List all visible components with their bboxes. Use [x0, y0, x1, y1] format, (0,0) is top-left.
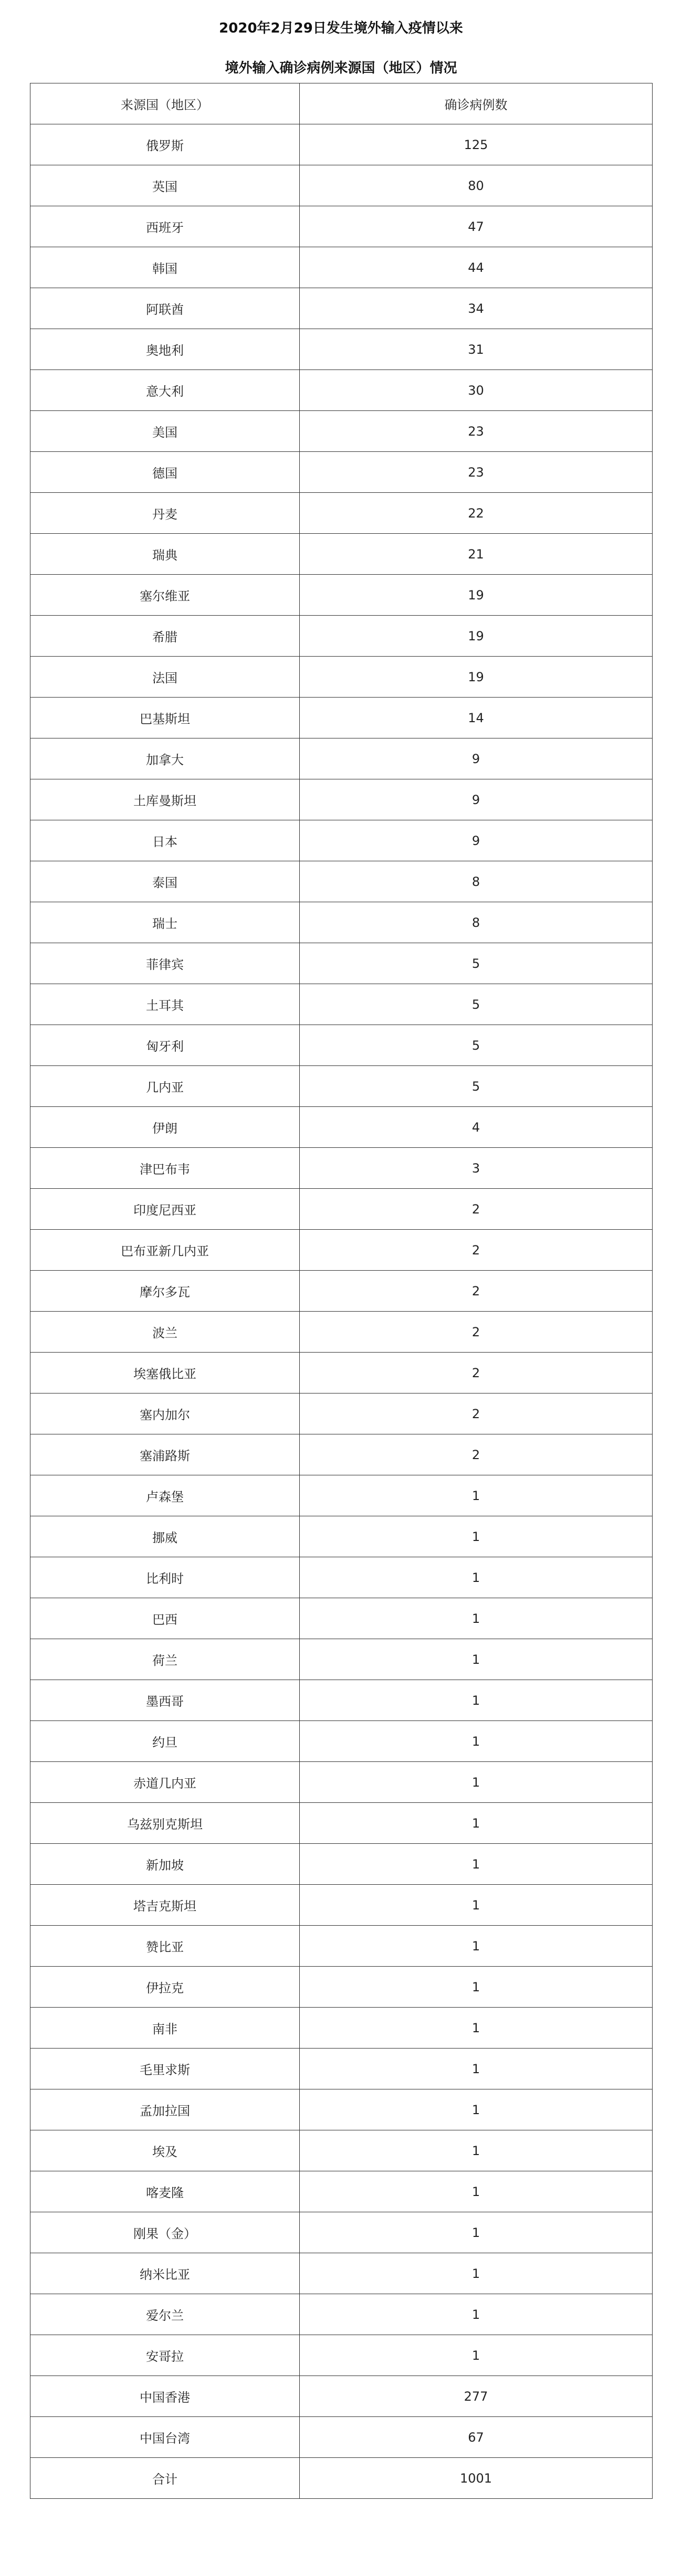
- case-count-cell: 1: [300, 1844, 653, 1885]
- table-row: [30, 2008, 653, 2049]
- table-row: [30, 616, 653, 657]
- case-count-cell: 5: [300, 1066, 653, 1107]
- country-cell: 塞内加尔: [30, 1393, 300, 1434]
- case-count-cell: 9: [300, 820, 653, 861]
- column-header-cases: 确诊病例数: [300, 83, 653, 124]
- table-row: [30, 1189, 653, 1230]
- table-row: [30, 1598, 653, 1639]
- country-cell: 奥地利: [30, 329, 300, 370]
- country-cell: 刚果（金）: [30, 2212, 300, 2253]
- table-row: [30, 575, 653, 616]
- table-row: [30, 370, 653, 411]
- country-cell: 瑞典: [30, 534, 300, 575]
- country-cell: 卢森堡: [30, 1475, 300, 1516]
- country-cell: 德国: [30, 452, 300, 493]
- country-cell: 安哥拉: [30, 2335, 300, 2376]
- case-count-cell: 5: [300, 984, 653, 1025]
- case-count-cell: 1: [300, 1598, 653, 1639]
- table-row: [30, 493, 653, 534]
- case-count-cell: 8: [300, 902, 653, 943]
- country-cell: 英国: [30, 165, 300, 206]
- table-row: [30, 1639, 653, 1680]
- country-cell: 合计: [30, 2458, 300, 2499]
- country-cell: 波兰: [30, 1312, 300, 1353]
- table-row: [30, 1353, 653, 1393]
- case-count-cell: 9: [300, 779, 653, 820]
- country-cell: 几内亚: [30, 1066, 300, 1107]
- country-cell: 希腊: [30, 616, 300, 657]
- case-count-cell: 1: [300, 1803, 653, 1844]
- table-row: [30, 165, 653, 206]
- country-cell: 荷兰: [30, 1639, 300, 1680]
- table-row: [30, 984, 653, 1025]
- case-count-cell: 1: [300, 2008, 653, 2049]
- country-cell: 日本: [30, 820, 300, 861]
- case-count-cell: 30: [300, 370, 653, 411]
- country-cell: 埃及: [30, 2130, 300, 2171]
- table-row: [30, 861, 653, 902]
- country-cell: 纳米比亚: [30, 2253, 300, 2294]
- case-count-cell: 22: [300, 493, 653, 534]
- case-count-cell: 31: [300, 329, 653, 370]
- table-row: [30, 657, 653, 698]
- country-cell: 阿联酋: [30, 288, 300, 329]
- country-cell: 巴基斯坦: [30, 698, 300, 738]
- case-count-cell: 23: [300, 452, 653, 493]
- country-cell: 丹麦: [30, 493, 300, 534]
- case-count-cell: 1: [300, 1926, 653, 1967]
- table-row: [30, 2130, 653, 2171]
- table-row: [30, 1844, 653, 1885]
- case-count-cell: 1: [300, 2130, 653, 2171]
- country-cell: 埃塞俄比亚: [30, 1353, 300, 1393]
- table-row: [30, 1762, 653, 1803]
- table-row: [30, 1680, 653, 1721]
- case-count-cell: 1: [300, 2089, 653, 2130]
- country-cell: 挪威: [30, 1516, 300, 1557]
- country-cell: 巴西: [30, 1598, 300, 1639]
- country-cell: 西班牙: [30, 206, 300, 247]
- table-row: [30, 1721, 653, 1762]
- table-row: [30, 1025, 653, 1066]
- country-cell: 伊拉克: [30, 1967, 300, 2008]
- column-header-country: 来源国（地区）: [30, 83, 300, 124]
- case-count-cell: 2: [300, 1189, 653, 1230]
- table-row: [30, 1516, 653, 1557]
- case-count-cell: 9: [300, 738, 653, 779]
- country-cell: 约旦: [30, 1721, 300, 1762]
- table-row: [30, 1885, 653, 1926]
- table-row: [30, 1475, 653, 1516]
- case-count-cell: 1: [300, 1516, 653, 1557]
- country-cell: 喀麦隆: [30, 2171, 300, 2212]
- country-cell: 韩国: [30, 247, 300, 288]
- table-row: [30, 1393, 653, 1434]
- case-count-cell: 125: [300, 124, 653, 165]
- table-row: [30, 288, 653, 329]
- case-count-cell: 34: [300, 288, 653, 329]
- table-row: [30, 534, 653, 575]
- table-row: [30, 452, 653, 493]
- case-count-cell: 2: [300, 1230, 653, 1271]
- country-cell: 乌兹别克斯坦: [30, 1803, 300, 1844]
- table-row: [30, 1312, 653, 1353]
- table-row: [30, 1434, 653, 1475]
- country-cell: 匈牙利: [30, 1025, 300, 1066]
- table-row: [30, 943, 653, 984]
- country-cell: 加拿大: [30, 738, 300, 779]
- country-cell: 摩尔多瓦: [30, 1271, 300, 1312]
- case-count-cell: 2: [300, 1353, 653, 1393]
- table-row: [30, 2335, 653, 2376]
- case-count-cell: 1: [300, 2294, 653, 2335]
- case-count-cell: 1: [300, 1762, 653, 1803]
- country-cell: 美国: [30, 411, 300, 452]
- case-count-cell: 67: [300, 2417, 653, 2458]
- table-row: [30, 2089, 653, 2130]
- table-row: [30, 2294, 653, 2335]
- case-count-cell: 80: [300, 165, 653, 206]
- table-row: [30, 1230, 653, 1271]
- table-row: [30, 738, 653, 779]
- case-count-cell: 277: [300, 2376, 653, 2417]
- country-cell: 意大利: [30, 370, 300, 411]
- country-cell: 中国香港: [30, 2376, 300, 2417]
- table-row: [30, 1271, 653, 1312]
- case-count-cell: 19: [300, 657, 653, 698]
- case-count-cell: 1: [300, 1475, 653, 1516]
- table-row: [30, 206, 653, 247]
- case-count-cell: 1: [300, 1639, 653, 1680]
- table-row: [30, 1803, 653, 1844]
- table-row: [30, 411, 653, 452]
- table-row: [30, 1926, 653, 1967]
- table-row: [30, 2171, 653, 2212]
- case-count-cell: 3: [300, 1148, 653, 1189]
- table-row: [30, 2458, 653, 2499]
- case-count-cell: 2: [300, 1434, 653, 1475]
- table-row: [30, 2376, 653, 2417]
- case-count-cell: 1: [300, 1885, 653, 1926]
- case-count-cell: 14: [300, 698, 653, 738]
- case-count-cell: 19: [300, 575, 653, 616]
- country-cell: 塞浦路斯: [30, 1434, 300, 1475]
- country-cell: 巴布亚新几内亚: [30, 1230, 300, 1271]
- country-cell: 赤道几内亚: [30, 1762, 300, 1803]
- table-header-row: [30, 83, 653, 124]
- case-count-cell: 19: [300, 616, 653, 657]
- country-cell: 塔吉克斯坦: [30, 1885, 300, 1926]
- table-row: [30, 1557, 653, 1598]
- table-row: [30, 2417, 653, 2458]
- case-count-cell: 2: [300, 1312, 653, 1353]
- country-cell: 土库曼斯坦: [30, 779, 300, 820]
- country-cell: 土耳其: [30, 984, 300, 1025]
- table-row: [30, 2253, 653, 2294]
- case-count-cell: 1: [300, 1680, 653, 1721]
- page-title: 2020年2月29日发生境外输入疫情以来: [219, 20, 463, 36]
- country-cell: 新加坡: [30, 1844, 300, 1885]
- country-cell: 津巴布韦: [30, 1148, 300, 1189]
- country-cell: 印度尼西亚: [30, 1189, 300, 1230]
- table-row: [30, 698, 653, 738]
- case-count-cell: 4: [300, 1107, 653, 1148]
- country-cell: 孟加拉国: [30, 2089, 300, 2130]
- case-count-cell: 47: [300, 206, 653, 247]
- country-cell: 中国台湾: [30, 2417, 300, 2458]
- country-cell: 毛里求斯: [30, 2049, 300, 2089]
- table-row: [30, 2212, 653, 2253]
- table-row: [30, 1066, 653, 1107]
- case-count-cell: 8: [300, 861, 653, 902]
- country-cell: 塞尔维亚: [30, 575, 300, 616]
- table-row: [30, 902, 653, 943]
- case-count-cell: 1: [300, 2253, 653, 2294]
- table-title: 境外输入确诊病例来源国（地区）情况: [225, 60, 457, 76]
- table-row: [30, 247, 653, 288]
- case-count-cell: 1: [300, 2212, 653, 2253]
- country-cell: 爱尔兰: [30, 2294, 300, 2335]
- case-count-cell: 1: [300, 2171, 653, 2212]
- case-count-cell: 23: [300, 411, 653, 452]
- country-cell: 菲律宾: [30, 943, 300, 984]
- table-row: [30, 820, 653, 861]
- case-count-cell: 1: [300, 2335, 653, 2376]
- country-cell: 法国: [30, 657, 300, 698]
- country-cell: 墨西哥: [30, 1680, 300, 1721]
- country-cell: 泰国: [30, 861, 300, 902]
- case-count-cell: 1: [300, 1721, 653, 1762]
- case-count-cell: 1: [300, 1967, 653, 2008]
- country-cell: 伊朗: [30, 1107, 300, 1148]
- case-count-cell: 2: [300, 1393, 653, 1434]
- country-cell: 南非: [30, 2008, 300, 2049]
- table-row: [30, 1967, 653, 2008]
- country-cell: 比利时: [30, 1557, 300, 1598]
- country-cell: 赞比亚: [30, 1926, 300, 1967]
- table-row: [30, 329, 653, 370]
- case-count-cell: 1: [300, 2049, 653, 2089]
- table-row: [30, 124, 653, 165]
- case-count-cell: 5: [300, 1025, 653, 1066]
- table-row: [30, 1148, 653, 1189]
- country-cell: 瑞士: [30, 902, 300, 943]
- case-count-cell: 44: [300, 247, 653, 288]
- case-count-cell: 1001: [300, 2458, 653, 2499]
- case-count-cell: 2: [300, 1271, 653, 1312]
- country-cell: 俄罗斯: [30, 124, 300, 165]
- table-row: [30, 2049, 653, 2089]
- table-row: [30, 1107, 653, 1148]
- case-count-cell: 21: [300, 534, 653, 575]
- imported-cases-table: [30, 83, 653, 2499]
- table-row: [30, 779, 653, 820]
- case-count-cell: 1: [300, 1557, 653, 1598]
- case-count-cell: 5: [300, 943, 653, 984]
- table-body: [30, 124, 653, 2499]
